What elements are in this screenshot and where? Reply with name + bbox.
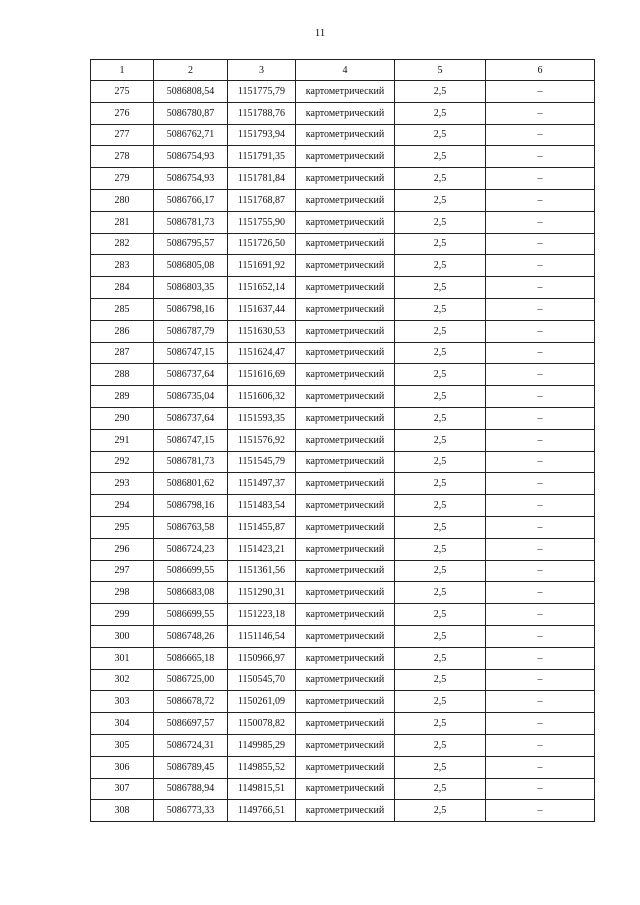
note-cell: – [486,189,595,211]
method-cell: картометрический [296,669,395,691]
note-cell: – [486,364,595,386]
accuracy-cell: 2,5 [395,189,486,211]
point-number-cell: 279 [91,168,154,190]
method-cell: картометрический [296,625,395,647]
x-coordinate-cell: 5086735,04 [154,386,228,408]
column-header: 6 [486,60,595,81]
method-cell: картометрический [296,255,395,277]
table-row [91,364,595,386]
x-coordinate-cell: 5086737,64 [154,407,228,429]
x-coordinate-cell: 5086683,08 [154,582,228,604]
accuracy-cell: 2,5 [395,429,486,451]
point-number-cell: 285 [91,298,154,320]
table-row [91,625,595,647]
point-number-cell: 291 [91,429,154,451]
point-number-cell: 301 [91,647,154,669]
x-coordinate-cell: 5086747,15 [154,342,228,364]
y-coordinate-cell: 1149855,52 [228,756,296,778]
point-number-cell: 292 [91,451,154,473]
x-coordinate-cell: 5086737,64 [154,364,228,386]
table-row [91,538,595,560]
accuracy-cell: 2,5 [395,320,486,342]
table-row [91,800,595,822]
accuracy-cell: 2,5 [395,298,486,320]
method-cell: картометрический [296,734,395,756]
point-number-cell: 308 [91,800,154,822]
point-number-cell: 297 [91,560,154,582]
method-cell: картометрический [296,473,395,495]
table-row [91,298,595,320]
note-cell: – [486,778,595,800]
point-number-cell: 282 [91,233,154,255]
note-cell: – [486,625,595,647]
note-cell: – [486,734,595,756]
accuracy-cell: 2,5 [395,625,486,647]
accuracy-cell: 2,5 [395,560,486,582]
table-row [91,778,595,800]
method-cell: картометрический [296,495,395,517]
y-coordinate-cell: 1151691,92 [228,255,296,277]
y-coordinate-cell: 1151361,56 [228,560,296,582]
point-number-cell: 305 [91,734,154,756]
y-coordinate-cell: 1149766,51 [228,800,296,822]
x-coordinate-cell: 5086678,72 [154,691,228,713]
y-coordinate-cell: 1151768,87 [228,189,296,211]
point-number-cell: 281 [91,211,154,233]
column-header: 2 [154,60,228,81]
method-cell: картометрический [296,800,395,822]
y-coordinate-cell: 1151483,54 [228,495,296,517]
method-cell: картометрический [296,582,395,604]
note-cell: – [486,647,595,669]
x-coordinate-cell: 5086697,57 [154,713,228,735]
point-number-cell: 289 [91,386,154,408]
method-cell: картометрический [296,298,395,320]
accuracy-cell: 2,5 [395,582,486,604]
table-row [91,407,595,429]
note-cell: – [486,713,595,735]
accuracy-cell: 2,5 [395,691,486,713]
method-cell: картометрический [296,320,395,342]
method-cell: картометрический [296,429,395,451]
note-cell: – [486,669,595,691]
accuracy-cell: 2,5 [395,778,486,800]
column-header: 4 [296,60,395,81]
method-cell: картометрический [296,233,395,255]
y-coordinate-cell: 1151624,47 [228,342,296,364]
accuracy-cell: 2,5 [395,516,486,538]
method-cell: картометрический [296,168,395,190]
point-number-cell: 278 [91,146,154,168]
table-row [91,168,595,190]
y-coordinate-cell: 1151637,44 [228,298,296,320]
note-cell: – [486,168,595,190]
accuracy-cell: 2,5 [395,233,486,255]
accuracy-cell: 2,5 [395,669,486,691]
y-coordinate-cell: 1151146,54 [228,625,296,647]
y-coordinate-cell: 1151545,79 [228,451,296,473]
page-number: 11 [314,27,326,39]
accuracy-cell: 2,5 [395,538,486,560]
point-number-cell: 304 [91,713,154,735]
note-cell: – [486,756,595,778]
accuracy-cell: 2,5 [395,734,486,756]
table-row [91,756,595,778]
table-row [91,516,595,538]
x-coordinate-cell: 5086803,35 [154,277,228,299]
note-cell: – [486,495,595,517]
x-coordinate-cell: 5086787,79 [154,320,228,342]
point-number-cell: 300 [91,625,154,647]
point-number-cell: 284 [91,277,154,299]
accuracy-cell: 2,5 [395,168,486,190]
point-number-cell: 275 [91,81,154,103]
x-coordinate-cell: 5086798,16 [154,298,228,320]
method-cell: картометрический [296,81,395,103]
point-number-cell: 306 [91,756,154,778]
table-row [91,604,595,626]
point-number-cell: 277 [91,124,154,146]
accuracy-cell: 2,5 [395,713,486,735]
note-cell: – [486,320,595,342]
note-cell: – [486,386,595,408]
accuracy-cell: 2,5 [395,407,486,429]
y-coordinate-cell: 1151781,84 [228,168,296,190]
note-cell: – [486,407,595,429]
y-coordinate-cell: 1151576,92 [228,429,296,451]
header-row [91,60,595,81]
y-coordinate-cell: 1151593,35 [228,407,296,429]
note-cell: – [486,146,595,168]
method-cell: картометрический [296,277,395,299]
method-cell: картометрический [296,451,395,473]
x-coordinate-cell: 5086766,17 [154,189,228,211]
accuracy-cell: 2,5 [395,255,486,277]
y-coordinate-cell: 1150261,09 [228,691,296,713]
table-row [91,189,595,211]
method-cell: картометрический [296,124,395,146]
accuracy-cell: 2,5 [395,364,486,386]
y-coordinate-cell: 1151791,35 [228,146,296,168]
x-coordinate-cell: 5086808,54 [154,81,228,103]
x-coordinate-cell: 5086798,16 [154,495,228,517]
table-body [91,81,595,822]
table-row [91,277,595,299]
note-cell: – [486,516,595,538]
y-coordinate-cell: 1151793,94 [228,124,296,146]
x-coordinate-cell: 5086724,31 [154,734,228,756]
table-row [91,734,595,756]
note-cell: – [486,560,595,582]
y-coordinate-cell: 1150078,82 [228,713,296,735]
note-cell: – [486,604,595,626]
point-number-cell: 295 [91,516,154,538]
y-coordinate-cell: 1151775,79 [228,81,296,103]
y-coordinate-cell: 1149985,29 [228,734,296,756]
table-row [91,124,595,146]
method-cell: картометрический [296,364,395,386]
point-number-cell: 290 [91,407,154,429]
column-header: 3 [228,60,296,81]
x-coordinate-cell: 5086747,15 [154,429,228,451]
method-cell: картометрический [296,102,395,124]
x-coordinate-cell: 5086699,55 [154,560,228,582]
method-cell: картометрический [296,691,395,713]
note-cell: – [486,81,595,103]
accuracy-cell: 2,5 [395,386,486,408]
method-cell: картометрический [296,342,395,364]
table-row [91,647,595,669]
point-number-cell: 293 [91,473,154,495]
table-row [91,451,595,473]
accuracy-cell: 2,5 [395,146,486,168]
point-number-cell: 294 [91,495,154,517]
table-row [91,473,595,495]
table-row [91,342,595,364]
method-cell: картометрический [296,778,395,800]
y-coordinate-cell: 1151497,37 [228,473,296,495]
method-cell: картометрический [296,211,395,233]
accuracy-cell: 2,5 [395,124,486,146]
method-cell: картометрический [296,713,395,735]
x-coordinate-cell: 5086724,23 [154,538,228,560]
column-header: 5 [395,60,486,81]
point-number-cell: 283 [91,255,154,277]
x-coordinate-cell: 5086762,71 [154,124,228,146]
method-cell: картометрический [296,647,395,669]
x-coordinate-cell: 5086748,26 [154,625,228,647]
point-number-cell: 280 [91,189,154,211]
table-row [91,386,595,408]
x-coordinate-cell: 5086781,73 [154,451,228,473]
note-cell: – [486,298,595,320]
x-coordinate-cell: 5086754,93 [154,146,228,168]
table-row [91,146,595,168]
note-cell: – [486,124,595,146]
y-coordinate-cell: 1151455,87 [228,516,296,538]
note-cell: – [486,800,595,822]
y-coordinate-cell: 1151726,50 [228,233,296,255]
coordinates-table [90,59,595,822]
x-coordinate-cell: 5086788,94 [154,778,228,800]
table-row [91,102,595,124]
x-coordinate-cell: 5086805,08 [154,255,228,277]
y-coordinate-cell: 1151788,76 [228,102,296,124]
x-coordinate-cell: 5086763,58 [154,516,228,538]
note-cell: – [486,429,595,451]
table-row [91,211,595,233]
y-coordinate-cell: 1151290,31 [228,582,296,604]
y-coordinate-cell: 1151606,32 [228,386,296,408]
method-cell: картометрический [296,538,395,560]
point-number-cell: 298 [91,582,154,604]
table-row [91,713,595,735]
method-cell: картометрический [296,516,395,538]
y-coordinate-cell: 1151423,21 [228,538,296,560]
x-coordinate-cell: 5086699,55 [154,604,228,626]
note-cell: – [486,582,595,604]
y-coordinate-cell: 1150966,97 [228,647,296,669]
table-row [91,669,595,691]
table-row [91,495,595,517]
x-coordinate-cell: 5086795,57 [154,233,228,255]
accuracy-cell: 2,5 [395,211,486,233]
note-cell: – [486,102,595,124]
note-cell: – [486,691,595,713]
table-row [91,582,595,604]
table-row [91,255,595,277]
accuracy-cell: 2,5 [395,647,486,669]
y-coordinate-cell: 1151616,69 [228,364,296,386]
accuracy-cell: 2,5 [395,102,486,124]
method-cell: картометрический [296,189,395,211]
accuracy-cell: 2,5 [395,756,486,778]
accuracy-cell: 2,5 [395,342,486,364]
method-cell: картометрический [296,756,395,778]
point-number-cell: 286 [91,320,154,342]
y-coordinate-cell: 1151652,14 [228,277,296,299]
note-cell: – [486,451,595,473]
point-number-cell: 302 [91,669,154,691]
note-cell: – [486,538,595,560]
x-coordinate-cell: 5086665,18 [154,647,228,669]
point-number-cell: 299 [91,604,154,626]
point-number-cell: 303 [91,691,154,713]
y-coordinate-cell: 1151755,90 [228,211,296,233]
y-coordinate-cell: 1151223,18 [228,604,296,626]
method-cell: картометрический [296,386,395,408]
point-number-cell: 296 [91,538,154,560]
method-cell: картометрический [296,407,395,429]
note-cell: – [486,277,595,299]
x-coordinate-cell: 5086789,45 [154,756,228,778]
x-coordinate-cell: 5086780,87 [154,102,228,124]
note-cell: – [486,211,595,233]
accuracy-cell: 2,5 [395,451,486,473]
table-row [91,691,595,713]
accuracy-cell: 2,5 [395,800,486,822]
column-header: 1 [91,60,154,81]
method-cell: картометрический [296,146,395,168]
x-coordinate-cell: 5086801,62 [154,473,228,495]
table-row [91,320,595,342]
accuracy-cell: 2,5 [395,81,486,103]
x-coordinate-cell: 5086725,00 [154,669,228,691]
table-header [91,60,595,81]
accuracy-cell: 2,5 [395,604,486,626]
accuracy-cell: 2,5 [395,495,486,517]
note-cell: – [486,473,595,495]
table-row [91,233,595,255]
y-coordinate-cell: 1149815,51 [228,778,296,800]
y-coordinate-cell: 1151630,53 [228,320,296,342]
point-number-cell: 276 [91,102,154,124]
point-number-cell: 307 [91,778,154,800]
table-row [91,560,595,582]
y-coordinate-cell: 1150545,70 [228,669,296,691]
table-row [91,429,595,451]
method-cell: картометрический [296,560,395,582]
note-cell: – [486,255,595,277]
accuracy-cell: 2,5 [395,277,486,299]
note-cell: – [486,233,595,255]
method-cell: картометрический [296,604,395,626]
note-cell: – [486,342,595,364]
x-coordinate-cell: 5086781,73 [154,211,228,233]
point-number-cell: 288 [91,364,154,386]
x-coordinate-cell: 5086754,93 [154,168,228,190]
accuracy-cell: 2,5 [395,473,486,495]
x-coordinate-cell: 5086773,33 [154,800,228,822]
point-number-cell: 287 [91,342,154,364]
table-row [91,81,595,103]
